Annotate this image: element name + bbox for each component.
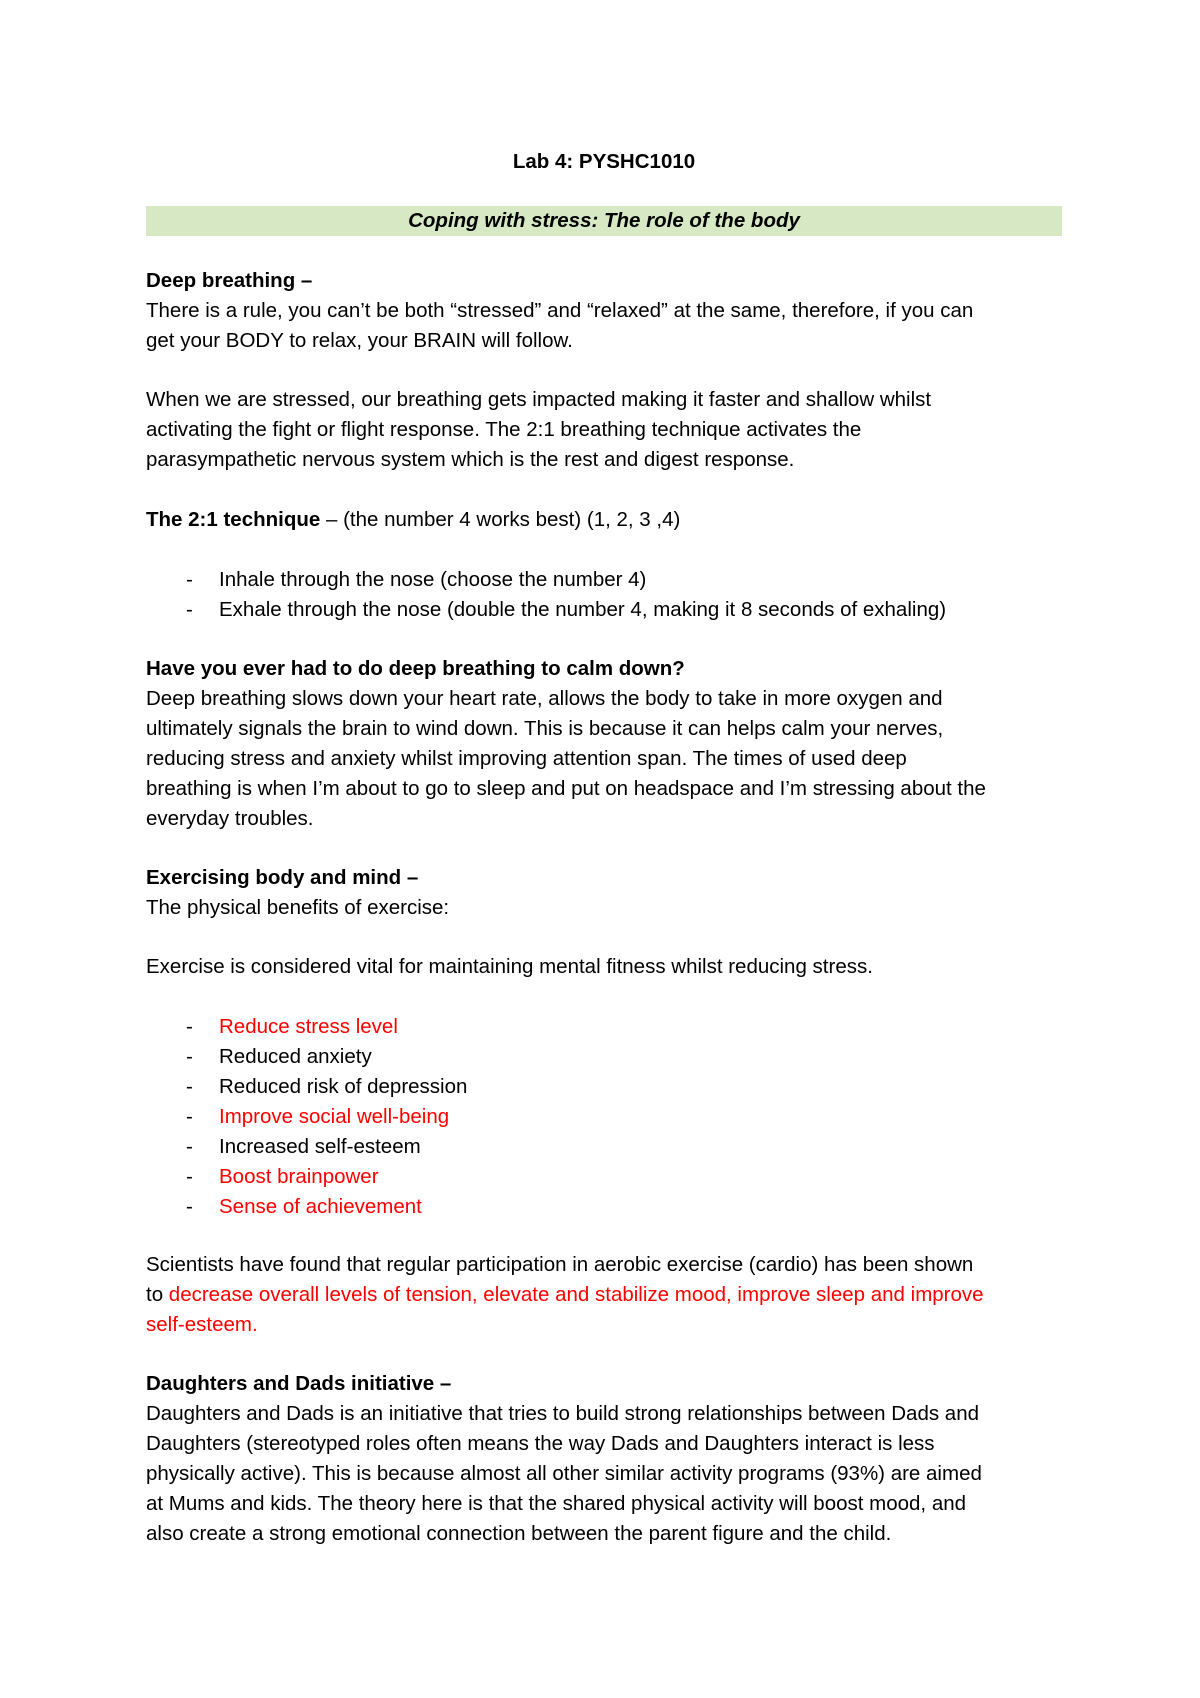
- paragraph-line: Daughters (stereotyped roles often means the way Dads and Daughters interact is less: [146, 1432, 935, 1455]
- list-item-text: Sense of achievement: [219, 1195, 422, 1218]
- exercise-statement: Exercise is considered vital for maintaining mental fitness whilst reducing stress.: [146, 955, 873, 978]
- paragraph-text: to: [146, 1283, 169, 1306]
- highlighted-text: decrease overall levels of tension, elevate and stabilize mood, improve sleep and improve: [168, 1283, 984, 1306]
- paragraph-line: breathing is when I’m about to go to sleep and put on headspace and I’m stressing about the: [146, 777, 986, 800]
- dash-marker: -: [186, 568, 193, 591]
- document-title: Lab 4: PYSHC1010: [512, 150, 696, 173]
- technique-detail: – (the number 4 works best) (1, 2, 3 ,4): [320, 508, 681, 531]
- list-item: [146, 1102, 1062, 1132]
- dash-marker: -: [186, 1015, 193, 1038]
- list-item-text: Reduce stress level: [219, 1015, 398, 1038]
- paragraph-line: Deep breathing slows down your heart rate, allows the body to take in more oxygen and: [146, 687, 943, 710]
- list-item: [146, 1012, 1062, 1042]
- technique-section: [146, 505, 1062, 535]
- list-item: [146, 1192, 1062, 1222]
- list-item-text: Increased self-esteem: [219, 1135, 421, 1158]
- deep-breathing-section: [146, 266, 1062, 356]
- deep-breathing-heading: Deep breathing –: [146, 269, 313, 292]
- exercise-subheading: The physical benefits of exercise:: [146, 896, 450, 919]
- paragraph-line: Scientists have found that regular participation in aerobic exercise (cardio) has been shown: [146, 1253, 974, 1276]
- dash-marker: -: [186, 1045, 193, 1068]
- list-item-text: Reduced risk of depression: [219, 1075, 468, 1098]
- scientists-paragraph: [146, 1250, 1062, 1340]
- technique-line: [146, 505, 1062, 535]
- dash-marker: -: [186, 1075, 193, 1098]
- list-item-text: Boost brainpower: [219, 1165, 379, 1188]
- paragraph-line: [146, 1280, 1062, 1310]
- list-item-text: Improve social well-being: [219, 1105, 450, 1128]
- list-item-text: Exhale through the nose (double the number 4, making it 8 seconds of exhaling): [219, 598, 947, 621]
- question-section: [146, 654, 1062, 834]
- list-item: [146, 595, 1062, 625]
- dash-marker: -: [186, 1135, 193, 1158]
- question-heading: Have you ever had to do deep breathing to calm down?: [146, 657, 685, 680]
- dash-marker: -: [186, 1165, 193, 1188]
- paragraph-line: There is a rule, you can’t be both “stressed” and “relaxed” at the same, therefore, if you can: [146, 299, 974, 322]
- exercise-statement-block: [146, 952, 1062, 982]
- list-item: [146, 1042, 1062, 1072]
- technique-heading: The 2:1 technique: [146, 508, 321, 531]
- highlighted-text: self-esteem.: [146, 1313, 258, 1336]
- paragraph-line: activating the fight or flight response. The 2:1 breathing technique activates the: [146, 418, 862, 441]
- exercise-section: [146, 863, 1062, 923]
- dash-marker: -: [186, 598, 193, 621]
- dash-marker: -: [186, 1105, 193, 1128]
- paragraph-line: Daughters and Dads is an initiative that tries to build strong relationships between Dads and: [146, 1402, 980, 1425]
- dash-marker: -: [186, 1195, 193, 1218]
- paragraph-line: at Mums and kids. The theory here is that the shared physical activity will boost mood, and: [146, 1492, 967, 1515]
- paragraph-line: parasympathetic nervous system which is the rest and digest response.: [146, 448, 795, 471]
- paragraph-line: When we are stressed, our breathing gets impacted making it faster and shallow whilst: [146, 388, 932, 411]
- paragraph-line: also create a strong emotional connection between the parent figure and the child.: [146, 1522, 892, 1545]
- list-item-text: Inhale through the nose (choose the number 4): [219, 568, 647, 591]
- paragraph-line: physically active). This is because almost all other similar activity programs (93%) are aimed: [146, 1462, 982, 1485]
- daughters-dads-heading: Daughters and Dads initiative –: [146, 1372, 452, 1395]
- stress-breathing-paragraph: [146, 385, 1062, 475]
- subtitle-banner: Coping with stress: The role of the body: [146, 206, 1062, 236]
- paragraph-line: everyday troubles.: [146, 807, 314, 830]
- paragraph-line: get your BODY to relax, your BRAIN will follow.: [146, 329, 573, 352]
- list-item: [146, 1162, 1062, 1192]
- list-item: [146, 1072, 1062, 1102]
- paragraph-line: reducing stress and anxiety whilst improving attention span. The times of used deep: [146, 747, 907, 770]
- daughters-dads-section: [146, 1369, 1062, 1549]
- paragraph-line: ultimately signals the brain to wind down. This is because it can helps calm your nerves,: [146, 717, 944, 740]
- list-item: [146, 565, 1062, 595]
- exercise-bullet-list: [146, 1012, 1062, 1222]
- exercise-heading: Exercising body and mind –: [146, 866, 419, 889]
- technique-bullet-list: [146, 565, 1062, 625]
- list-item-text: Reduced anxiety: [219, 1045, 372, 1068]
- list-item: [146, 1132, 1062, 1162]
